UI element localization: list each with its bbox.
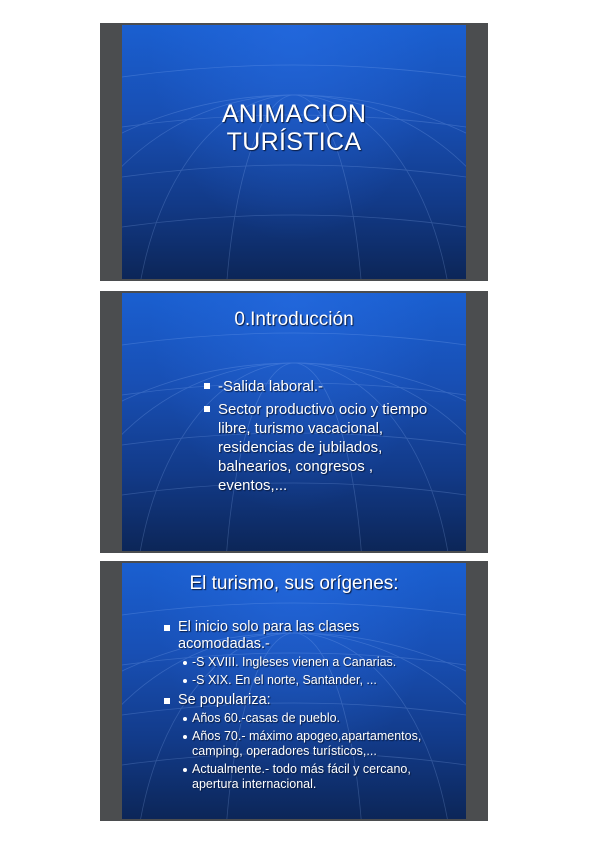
square-bullet-icon <box>164 698 170 704</box>
slide-2-bullet-list <box>204 377 434 499</box>
list-item <box>204 377 434 396</box>
list-item-text: Se populariza: <box>178 692 271 708</box>
slide-3-frame <box>100 561 488 821</box>
sub-list-item-text: Años 70.- máximo apogeo,apartamentos, camping, operadores turísticos,... <box>192 729 422 758</box>
square-bullet-icon <box>164 625 170 631</box>
sub-list-item <box>178 762 454 792</box>
slide-1-title-line-2: TURÍSTICA <box>226 128 362 156</box>
sub-list-item <box>178 673 454 688</box>
sub-list-item-text: -S XIX. En el norte, Santander, ... <box>192 673 377 687</box>
sub-list-item <box>178 729 454 759</box>
slide-2-title: 0.Introducción <box>234 309 354 330</box>
slide-1-frame <box>100 23 488 281</box>
list-item-text: Sector productivo ocio y tiempo libre, turismo vacacional, residencias de jubilados, balnearios, congresos , eventos,... <box>218 401 428 494</box>
sub-bullet-list <box>178 711 454 792</box>
slide-3-bullet-list <box>164 619 454 796</box>
slide-2 <box>122 293 466 551</box>
sub-bullet-list <box>178 655 454 688</box>
slide-2-frame <box>100 291 488 553</box>
list-item-text: -Salida laboral.- <box>218 378 324 395</box>
square-bullet-icon <box>204 383 210 389</box>
list-item <box>164 692 454 792</box>
sub-list-item <box>178 655 454 670</box>
slide-3-title: El turismo, sus orígenes: <box>189 573 399 594</box>
square-bullet-icon <box>204 406 210 412</box>
round-bullet-icon <box>183 735 187 739</box>
round-bullet-icon <box>183 768 187 772</box>
round-bullet-icon <box>183 717 187 721</box>
round-bullet-icon <box>183 679 187 683</box>
sub-list-item-text: Actualmente.- todo más fácil y cercano, apertura internacional. <box>192 762 411 791</box>
slide-3 <box>122 563 466 819</box>
round-bullet-icon <box>183 661 187 665</box>
slide-1-title <box>122 100 466 156</box>
list-item <box>204 400 434 495</box>
slide-1 <box>122 25 466 279</box>
list-item-text: El inicio solo para las clases acomodadas.- <box>178 619 360 652</box>
list-item <box>164 619 454 688</box>
sub-list-item <box>178 711 454 726</box>
sub-list-item-text: -S XVIII. Ingleses vienen a Canarias. <box>192 655 397 669</box>
slide-1-title-line-1: ANIMACION <box>221 100 367 128</box>
sub-list-item-text: Años 60.-casas de pueblo. <box>192 711 341 725</box>
